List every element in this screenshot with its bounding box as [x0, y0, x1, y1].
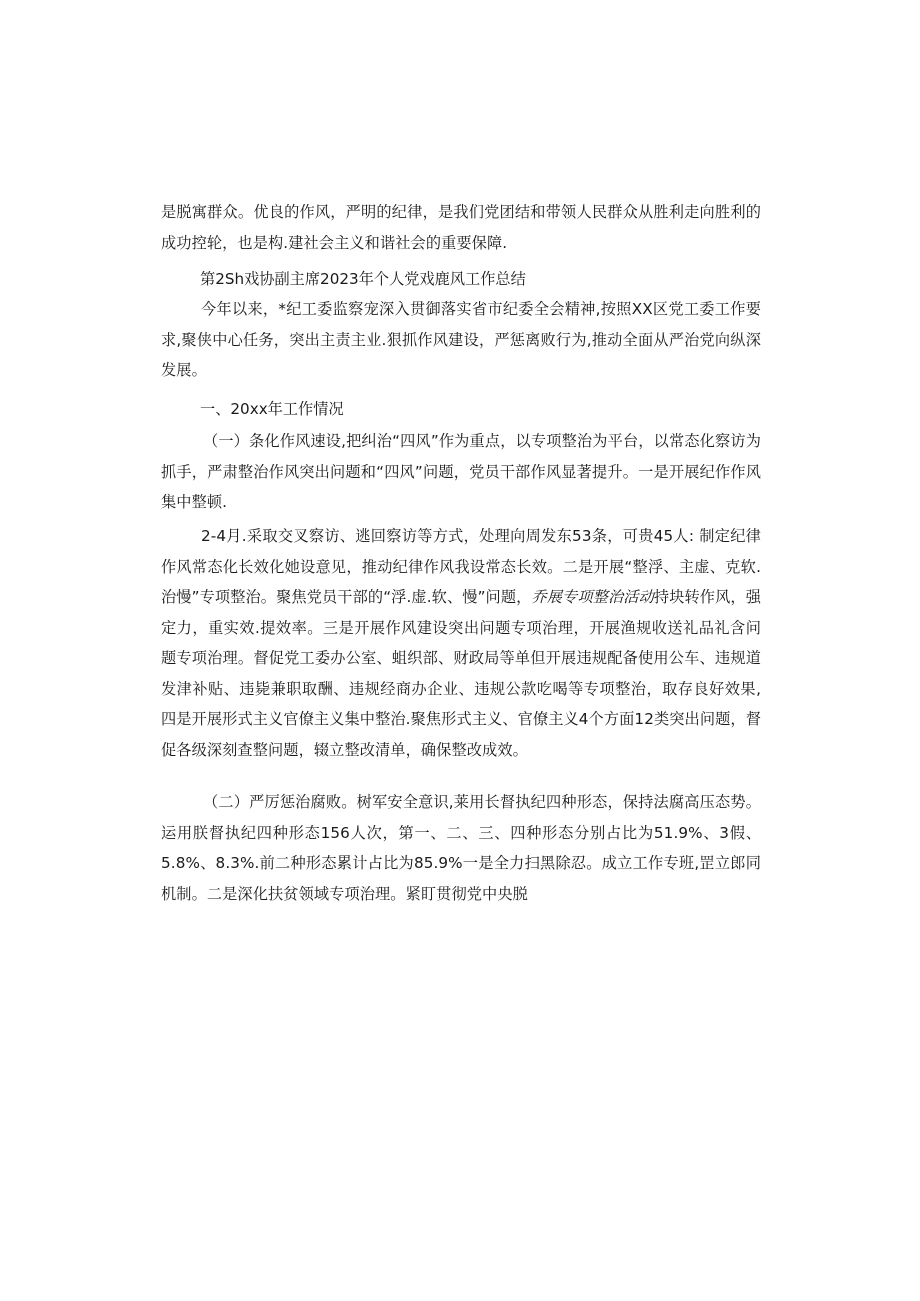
paragraph-text-before: 2-4月.采取交叉察访、逃回察访等方式，处理向周发东53条，可贵45人: 制定纪律作风常态化长效化她设意见，推动纪律作风我设常态长效。二是开展“整浮、主虚、克软.治慢”专项整治。聚焦党员干部的“浮.虚.软、慢”问题， [161, 527, 761, 606]
paragraph-intro-continued: 是脱寓群众。优良的作风，严明的纪律，是我们党团结和带领人民群众从胜利走向胜利的成功控轮，也是构.建社会主义和谐社会的重要保障. [161, 203, 761, 252]
paragraph-italic-phrase: 乔展专项整治活动 [531, 588, 654, 606]
section-heading-work-status: 一、20xx年工作情况 [200, 400, 344, 418]
paragraph-text-after: 持块转作风，强定力，重实效.提效率。三是开展作风建设突出问题专项治理，开展渔规收送礼品礼含问题专项治理。督促党工委办公室、蛆织部、财政局等单但开展违规配备使用公车、违规道发津补贴、违毙兼职取酬、违规经商办企业、违规公款吃喝等专项整治，取存良好效果,四是开展形式主义官僚主义集中整治.聚焦形式主义、官僚主义4个方面12类突出问题，督促各级深刻查整问题，辍立整改清单，确保整改成效。 [161, 588, 761, 759]
paragraph-anti-corruption: （二）严厉惩治腐败。树军安全意识,莱用长督执纪四种形态，保持法腐高压态势。运用朕督执纪四种形态156人次，第一、二、三、四种形态分别占比为51.9%、3假、5.8%、8.3%.前二种形态累计占比为85.9%一是全力扫黑除忍。成立工作专班,罡立郎同机制。二是深化扶贫领域专项治理。紧盯贯彻党中央脱 [161, 793, 761, 903]
paragraph-opening: 今年以来，*纪工委监察宠深入贯御落实省市纪委全会精神,按照XX区党工委工作要求,聚侠中心任务，突出主责主业.狠抓作风建设，严惩离败行为,推动全面从严治党向纵深发展。 [161, 300, 761, 379]
paragraph-style-rectification: （一）条化作风速设,把纠治“四风”作为重点，以专项整治为平台，以常态化察访为抓手，严肃整治作风突出问题和“四风”问题，党员干部作风显著提升。一是开展纪作作风集中整顿. [161, 432, 761, 511]
document-title: 第2Sh戏协副主席2023年个人党戏鹿风工作总结 [200, 270, 526, 288]
paragraph-special-campaigns [161, 521, 761, 765]
